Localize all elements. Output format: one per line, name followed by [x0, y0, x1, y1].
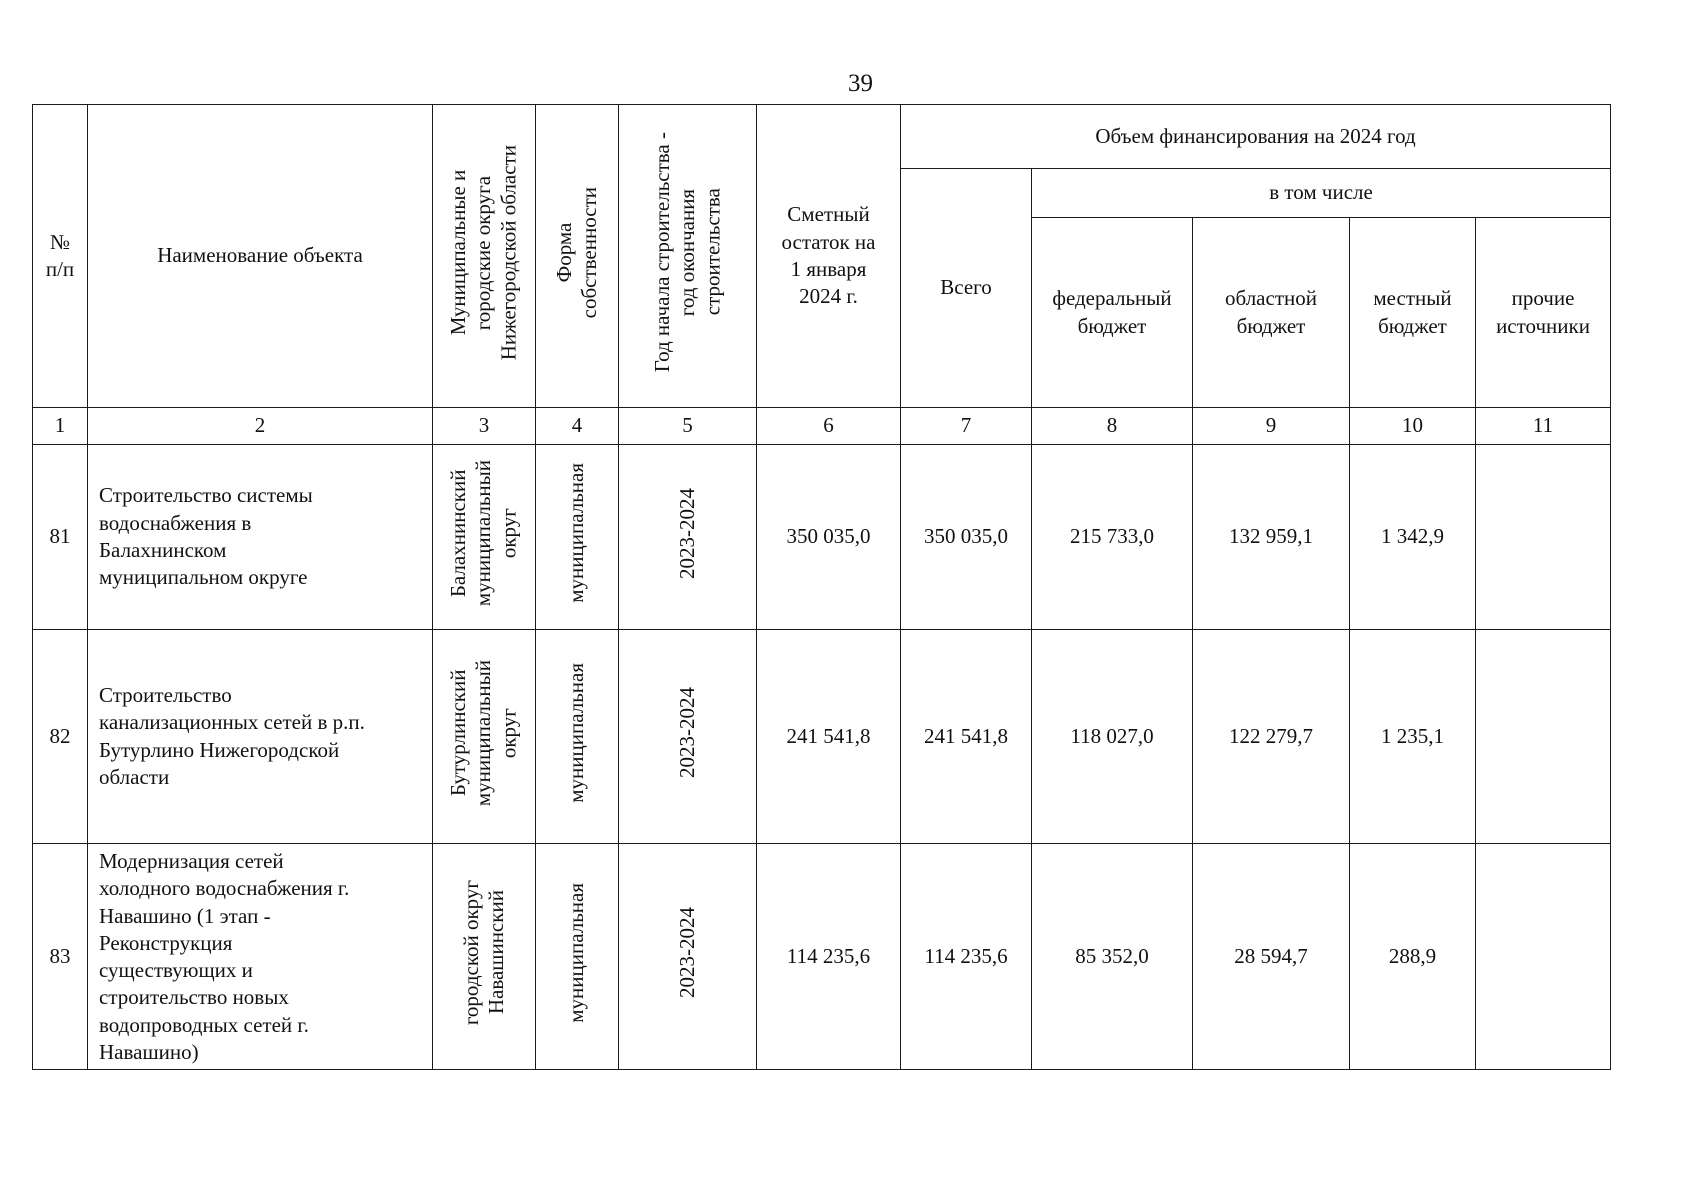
column-number: 5	[619, 408, 757, 445]
object-name: Строительство системы водоснабжения в Балахнинском муниципальном округе	[88, 445, 433, 630]
column-number: 1	[33, 408, 88, 445]
total-value: 114 235,6	[901, 844, 1032, 1070]
column-number: 4	[536, 408, 619, 445]
header-num: № п/п	[33, 105, 88, 408]
years-text: 2023-2024	[674, 907, 699, 999]
header-municipality-text: Муниципальные и городские округа Нижегородской области	[446, 144, 521, 360]
object-name: Модернизация сетей холодного водоснабжения г. Навашино (1 этап - Реконструкция существующих и строительство новых водопроводных сетей г. Навашино)	[88, 844, 433, 1070]
column-number: 6	[757, 408, 901, 445]
municipality-cell	[433, 445, 536, 630]
object-name: Строительство канализационных сетей в р.п. Бутурлино Нижегородской области	[88, 630, 433, 844]
local-value: 1 235,1	[1350, 630, 1476, 844]
years-cell	[619, 630, 757, 844]
row-num: 82	[33, 630, 88, 844]
column-number: 10	[1350, 408, 1476, 445]
ownership-cell	[536, 445, 619, 630]
header-row-1	[33, 105, 1611, 169]
years-cell	[619, 445, 757, 630]
table-row	[33, 445, 1611, 630]
years-text: 2023-2024	[674, 687, 699, 779]
balance-value: 350 035,0	[757, 445, 901, 630]
column-number: 2	[88, 408, 433, 445]
column-number-row	[33, 408, 1611, 445]
other-value	[1476, 844, 1611, 1070]
federal-value: 118 027,0	[1032, 630, 1193, 844]
header-balance: Сметный остаток на 1 января 2024 г.	[757, 105, 901, 408]
header-municipality	[433, 105, 536, 408]
header-years	[619, 105, 757, 408]
header-other: прочие источники	[1476, 218, 1611, 408]
other-value	[1476, 630, 1611, 844]
regional-value: 122 279,7	[1193, 630, 1350, 844]
municipality-text: Бутурлинский муниципальный округ	[446, 659, 521, 806]
balance-value: 241 541,8	[757, 630, 901, 844]
header-local: местный бюджет	[1350, 218, 1476, 408]
page-number: 39	[848, 70, 873, 97]
municipality-cell	[433, 630, 536, 844]
local-value: 1 342,9	[1350, 445, 1476, 630]
header-total: Всего	[901, 169, 1032, 408]
ownership-cell	[536, 630, 619, 844]
federal-value: 85 352,0	[1032, 844, 1193, 1070]
ownership-text: муниципальная	[564, 463, 589, 604]
row-num: 83	[33, 844, 88, 1070]
header-ownership	[536, 105, 619, 408]
municipality-text: Балахнинский муниципальный округ	[446, 460, 521, 607]
row-num: 81	[33, 445, 88, 630]
table-row	[33, 844, 1611, 1070]
column-number: 8	[1032, 408, 1193, 445]
column-number: 9	[1193, 408, 1350, 445]
column-number: 7	[901, 408, 1032, 445]
header-including: в том числе	[1032, 169, 1611, 218]
table-row	[33, 630, 1611, 844]
ownership-cell	[536, 844, 619, 1070]
regional-value: 132 959,1	[1193, 445, 1350, 630]
local-value: 288,9	[1350, 844, 1476, 1070]
years-text: 2023-2024	[674, 487, 699, 579]
header-regional: областной бюджет	[1193, 218, 1350, 408]
header-years-text: Год начала строительства - год окончания строительства	[649, 132, 725, 373]
header-name: Наименование объекта	[88, 105, 433, 408]
header-ownership-text: Форма собственности	[551, 186, 601, 319]
regional-value: 28 594,7	[1193, 844, 1350, 1070]
construction-funding-table	[32, 104, 1611, 1070]
balance-value: 114 235,6	[757, 844, 901, 1070]
municipality-cell	[433, 844, 536, 1070]
column-number: 3	[433, 408, 536, 445]
ownership-text: муниципальная	[564, 882, 589, 1023]
ownership-text: муниципальная	[564, 662, 589, 803]
header-federal: федеральный бюджет	[1032, 218, 1193, 408]
total-value: 350 035,0	[901, 445, 1032, 630]
years-cell	[619, 844, 757, 1070]
municipality-text: городской округ Навашинский	[458, 880, 508, 1026]
header-funding: Объем финансирования на 2024 год	[901, 105, 1611, 169]
column-number: 11	[1476, 408, 1611, 445]
other-value	[1476, 445, 1611, 630]
total-value: 241 541,8	[901, 630, 1032, 844]
federal-value: 215 733,0	[1032, 445, 1193, 630]
